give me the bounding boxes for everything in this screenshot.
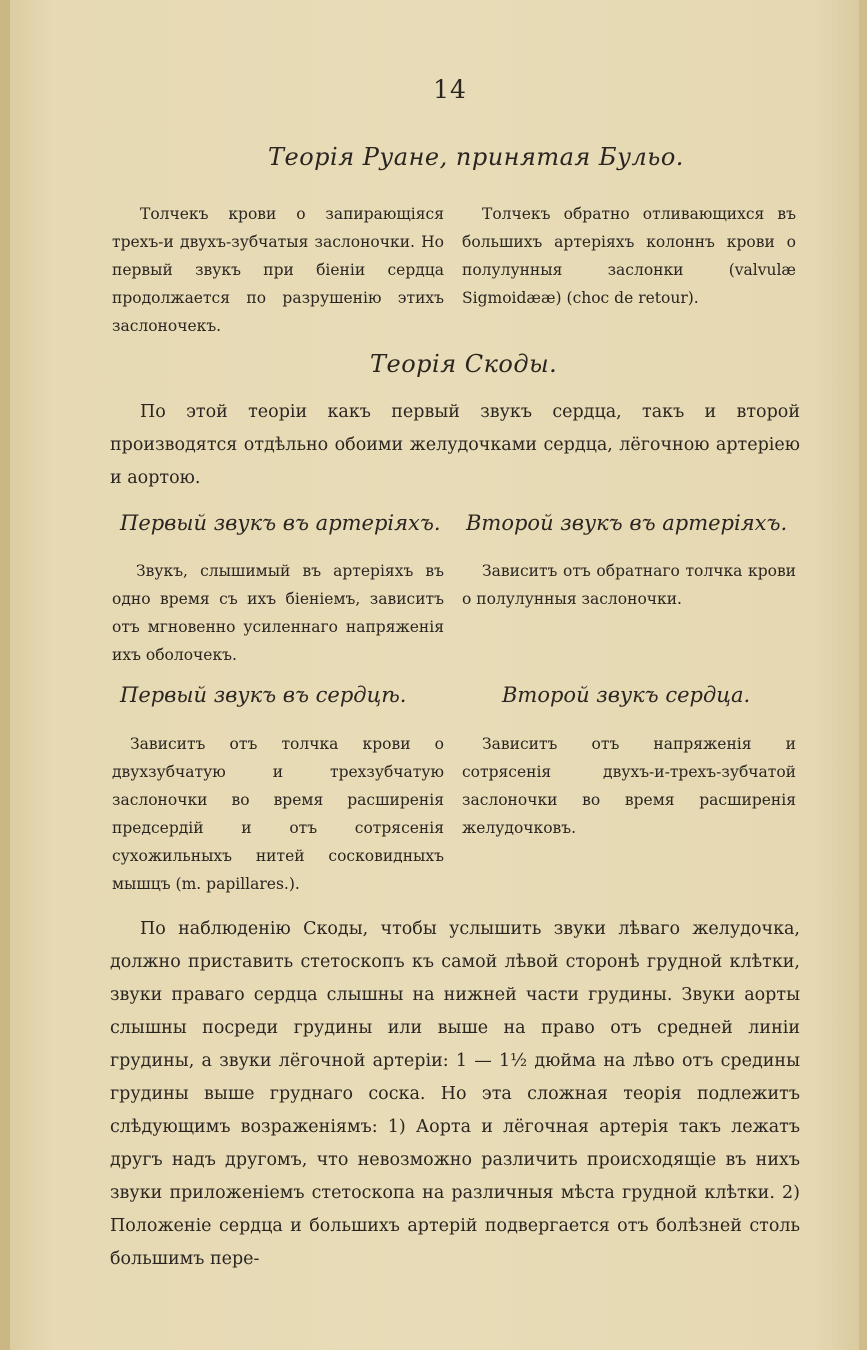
arteries-right-column: [462, 557, 796, 613]
ruane-right-column: [462, 200, 796, 312]
heading-first-sound-heart: Первый звукъ въ сердцѣ.: [120, 683, 407, 707]
ruane-left-text: Толчекъ крови о запирающіяся трехъ-и двухъ-зубчатыя заслоночки. Но первый звукъ при біеніи сердца продолжается по разрушенію этихъ заслоночекъ.: [112, 205, 444, 335]
heart-right-text: Зависитъ отъ напряженія и сотрясенія двухъ-и-трехъ-зубчатой заслоночки во время расширенія желудочковъ.: [462, 735, 796, 837]
ruane-right-text: Толчекъ обратно отливающихся въ большихъ артеріяхъ колоннъ крови о полулунныя заслонки (valvulæ Sigmoidææ) (choc de retour).: [462, 205, 796, 307]
heading-second-sound-heart: Второй звукъ сердца.: [502, 683, 751, 707]
heading-ruane-theory: Теорія Руане, принятая Бульо.: [268, 143, 684, 171]
page-edge-left: [0, 0, 10, 1350]
ruane-left-column: [112, 200, 444, 340]
arteries-right-text: Зависитъ отъ обратнаго толчка крови о полулунныя заслоночки.: [462, 562, 796, 608]
final-paragraph-block: [110, 913, 800, 1276]
heading-skoda-theory: Теорія Скоды.: [370, 350, 558, 378]
heart-right-column: [462, 730, 796, 842]
heart-left-text: Зависитъ отъ толчка крови о двухзубчатую и трехзубчатую заслоночки во время расширенія предсердій и отъ сотрясенія сухожильныхъ нитей сосковидныхъ мышцъ (m. papillares.).: [112, 735, 444, 893]
heading-second-sound-arteries: Второй звукъ въ артеріяхъ.: [466, 511, 788, 535]
arteries-left-column: [112, 557, 444, 669]
skoda-paragraph: По этой теоріи какъ первый звукъ сердца, такъ и второй производятся отдѣльно обоими желудочками сердца, лёгочною артеріею и аортою.: [110, 402, 800, 488]
final-paragraph: По наблюденію Скоды, чтобы услышить звуки лѣваго желудочка, должно приставить стетоскопъ къ самой лѣвой сторонѣ грудной клѣтки, звуки праваго сердца слышны на нижней части грудины. Звуки аорты слышны посреди грудины или выше на право отъ средней линіи грудины, а звуки лёгочной артеріи: 1 — 1½ дюйма на лѣво отъ средины грудины выше груднаго соска. Но эта сложная теорія подлежитъ слѣдующимъ возраженіямъ: 1) Аорта и лёгочная артерія такъ лежатъ другъ надъ другомъ, что невозможно различить происходящіе въ нихъ звуки приложеніемъ стетоскопа на различныя мѣста грудной клѣтки. 2) Положеніе сердца и большихъ артерій подвергается отъ болѣзней столь большимъ пере-: [110, 919, 800, 1269]
skoda-paragraph-block: [110, 396, 800, 495]
heading-first-sound-arteries: Первый звукъ въ артеріяхъ.: [120, 511, 441, 535]
page-edge-right: [859, 0, 867, 1350]
arteries-left-text: Звукъ, слышимый въ артеріяхъ въ одно время съ ихъ біеніемъ, зависитъ отъ мгновенно усиленнаго напряженія ихъ оболочекъ.: [112, 562, 444, 664]
page-number: 14: [433, 75, 467, 104]
heart-left-column: [112, 730, 444, 898]
